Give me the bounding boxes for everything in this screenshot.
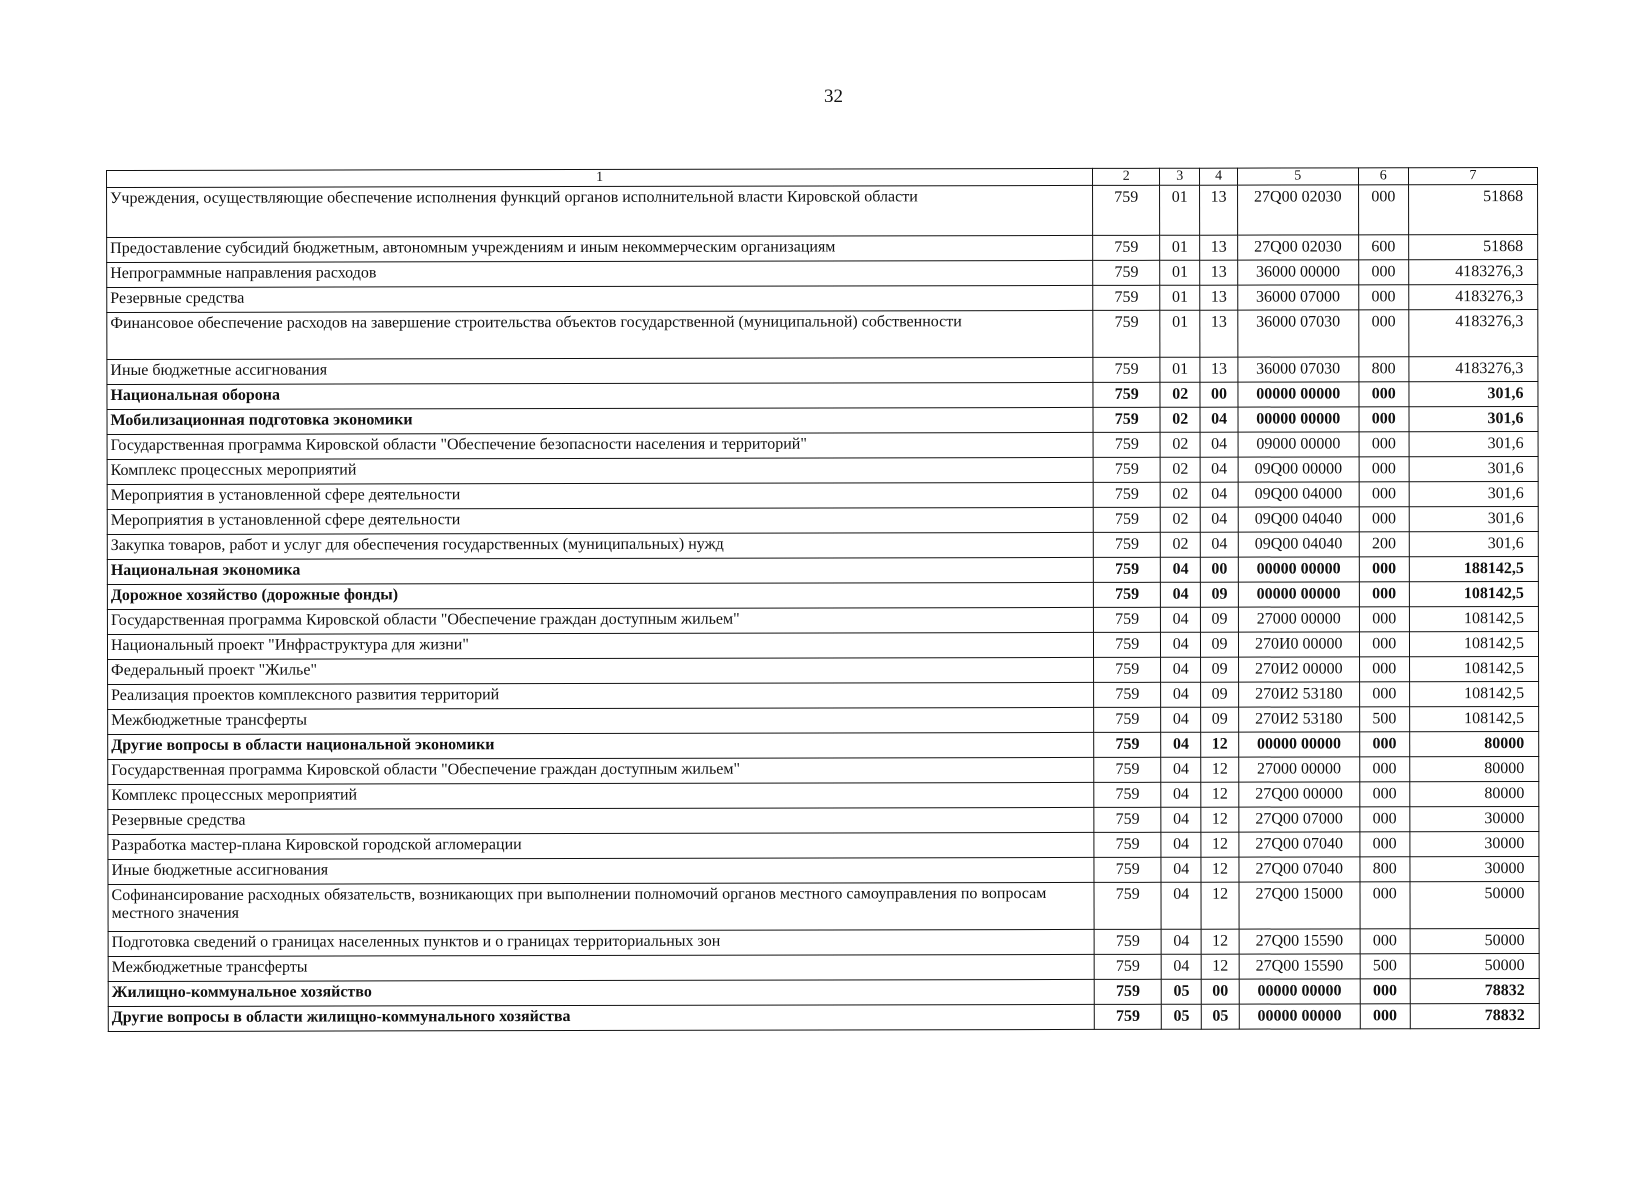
amount-cell: 50000 — [1410, 882, 1539, 929]
expense-type-cell: 000 — [1358, 310, 1408, 357]
subsection-code-cell: 00 — [1200, 382, 1238, 407]
admin-code-cell: 759 — [1093, 407, 1160, 432]
target-code-cell: 270И0 00000 — [1238, 632, 1359, 657]
admin-code-cell: 759 — [1094, 882, 1161, 929]
section-code-cell: 04 — [1161, 782, 1201, 807]
column-header-6: 6 — [1358, 168, 1408, 185]
section-code-cell: 04 — [1161, 632, 1201, 657]
row-name-cell: Разработка мастер-плана Кировской городской агломерации — [108, 833, 1094, 860]
amount-cell: 108142,5 — [1409, 632, 1538, 657]
section-code-cell: 01 — [1160, 357, 1200, 382]
row-name-cell: Непрограммные направления расходов — [107, 261, 1093, 288]
column-header-1: 1 — [107, 168, 1093, 187]
expense-type-cell: 000 — [1359, 407, 1409, 432]
column-header-2: 2 — [1093, 168, 1160, 185]
expense-type-cell: 000 — [1359, 557, 1409, 582]
admin-code-cell: 759 — [1094, 1004, 1161, 1029]
amount-cell: 4183276,3 — [1409, 357, 1538, 382]
table-row — [107, 285, 1538, 313]
row-name-cell: Жилищно-коммунальное хозяйство — [108, 980, 1094, 1007]
table-row — [107, 607, 1538, 635]
admin-code-cell: 759 — [1094, 707, 1161, 732]
target-code-cell: 36000 07000 — [1238, 285, 1359, 310]
subsection-code-cell: 09 — [1201, 582, 1239, 607]
table-row — [107, 507, 1538, 535]
section-code-cell: 02 — [1161, 532, 1201, 557]
amount-cell: 80000 — [1410, 757, 1539, 782]
subsection-code-cell: 09 — [1201, 657, 1239, 682]
section-code-cell: 04 — [1161, 732, 1201, 757]
amount-cell: 108142,5 — [1409, 657, 1538, 682]
subsection-code-cell: 13 — [1200, 310, 1238, 357]
section-code-cell: 02 — [1160, 407, 1200, 432]
admin-code-cell: 759 — [1094, 657, 1161, 682]
section-code-cell: 04 — [1161, 832, 1201, 857]
budget-table-body — [107, 185, 1540, 1032]
row-name-cell: Комплекс процессных мероприятий — [107, 458, 1093, 485]
amount-cell: 80000 — [1410, 732, 1539, 757]
row-name-cell: Софинансирование расходных обязательств, возникающих при выполнении полномочий органов местного самоуправления по вопросам местного значения — [108, 883, 1094, 932]
admin-code-cell: 759 — [1093, 357, 1160, 382]
row-name-cell: Иные бюджетные ассигнования — [108, 858, 1094, 885]
expense-type-cell: 000 — [1359, 757, 1409, 782]
table-row — [108, 1004, 1539, 1032]
admin-code-cell: 759 — [1094, 582, 1161, 607]
target-code-cell: 270И2 00000 — [1238, 657, 1359, 682]
section-code-cell: 02 — [1160, 457, 1200, 482]
amount-cell: 50000 — [1410, 929, 1539, 954]
target-code-cell: 00000 00000 — [1239, 732, 1360, 757]
subsection-code-cell: 09 — [1201, 632, 1239, 657]
admin-code-cell: 759 — [1094, 929, 1161, 954]
expense-type-cell: 000 — [1359, 782, 1409, 807]
section-code-cell: 04 — [1161, 757, 1201, 782]
row-name-cell: Мероприятия в установленной сфере деятельности — [107, 508, 1093, 535]
amount-cell: 4183276,3 — [1409, 310, 1538, 357]
row-name-cell: Финансовое обеспечение расходов на завершение строительства объектов государственной (муниципальной) собственности — [107, 311, 1093, 360]
row-name-cell: Государственная программа Кировской области "Обеспечение безопасности населения и территорий" — [107, 433, 1093, 460]
target-code-cell: 36000 00000 — [1238, 260, 1359, 285]
target-code-cell: 27Q00 02030 — [1238, 235, 1359, 260]
row-name-cell: Реализация проектов комплексного развития территорий — [108, 683, 1094, 710]
table-row — [108, 832, 1539, 860]
row-name-cell: Резервные средства — [108, 808, 1094, 835]
subsection-code-cell: 12 — [1201, 882, 1239, 929]
column-header-3: 3 — [1160, 168, 1200, 185]
subsection-code-cell: 12 — [1201, 954, 1239, 979]
row-name-cell: Иные бюджетные ассигнования — [107, 358, 1093, 385]
admin-code-cell: 759 — [1094, 682, 1161, 707]
admin-code-cell: 759 — [1094, 632, 1161, 657]
target-code-cell: 00000 00000 — [1238, 582, 1359, 607]
section-code-cell: 04 — [1161, 929, 1201, 954]
amount-cell: 30000 — [1410, 857, 1539, 882]
amount-cell: 301,6 — [1409, 507, 1538, 532]
table-row — [107, 632, 1538, 660]
admin-code-cell: 759 — [1093, 482, 1160, 507]
table-row — [108, 682, 1539, 710]
admin-code-cell: 759 — [1093, 532, 1160, 557]
admin-code-cell: 759 — [1093, 310, 1160, 357]
section-code-cell: 04 — [1161, 857, 1201, 882]
amount-cell: 50000 — [1410, 954, 1539, 979]
section-code-cell: 04 — [1161, 954, 1201, 979]
target-code-cell: 00000 00000 — [1238, 407, 1359, 432]
table-row — [108, 732, 1539, 760]
section-code-cell: 04 — [1161, 607, 1201, 632]
section-code-cell: 04 — [1161, 682, 1201, 707]
target-code-cell: 00000 00000 — [1239, 979, 1360, 1004]
expense-type-cell: 000 — [1359, 832, 1409, 857]
target-code-cell: 27Q00 15000 — [1239, 882, 1360, 929]
target-code-cell: 36000 07030 — [1238, 310, 1359, 357]
amount-cell: 301,6 — [1409, 432, 1538, 457]
target-code-cell: 270И2 53180 — [1239, 707, 1360, 732]
subsection-code-cell: 04 — [1200, 532, 1238, 557]
target-code-cell: 09000 00000 — [1238, 432, 1359, 457]
row-name-cell: Другие вопросы в области жилищно-коммунального хозяйства — [108, 1005, 1094, 1032]
amount-cell: 108142,5 — [1409, 682, 1538, 707]
table-row — [107, 432, 1538, 460]
target-code-cell: 27Q00 07000 — [1239, 807, 1360, 832]
table-row — [107, 582, 1538, 610]
target-code-cell: 27Q00 15590 — [1239, 954, 1360, 979]
amount-cell: 80000 — [1410, 782, 1539, 807]
row-name-cell: Закупка товаров, работ и услуг для обеспечения государственных (муниципальных) нужд — [107, 533, 1093, 560]
subsection-code-cell: 12 — [1201, 857, 1239, 882]
amount-cell: 301,6 — [1409, 482, 1538, 507]
expense-type-cell: 000 — [1360, 1004, 1410, 1029]
subsection-code-cell: 05 — [1201, 1004, 1239, 1029]
expense-type-cell: 500 — [1360, 954, 1410, 979]
amount-cell: 30000 — [1410, 832, 1539, 857]
admin-code-cell: 759 — [1093, 432, 1160, 457]
amount-cell: 108142,5 — [1409, 582, 1538, 607]
expense-type-cell: 000 — [1360, 929, 1410, 954]
admin-code-cell: 759 — [1094, 857, 1161, 882]
amount-cell: 30000 — [1410, 807, 1539, 832]
row-name-cell: Резервные средства — [107, 286, 1093, 313]
admin-code-cell: 759 — [1093, 185, 1160, 235]
target-code-cell: 27000 00000 — [1239, 757, 1360, 782]
subsection-code-cell: 12 — [1201, 929, 1239, 954]
table-row — [107, 235, 1538, 263]
subsection-code-cell: 13 — [1200, 185, 1238, 235]
target-code-cell: 270И2 53180 — [1239, 682, 1360, 707]
subsection-code-cell: 13 — [1200, 235, 1238, 260]
section-code-cell: 04 — [1161, 557, 1201, 582]
row-name-cell: Национальный проект "Инфраструктура для жизни" — [107, 633, 1093, 660]
table-row — [108, 857, 1539, 885]
expense-type-cell: 000 — [1359, 582, 1409, 607]
subsection-code-cell: 12 — [1201, 757, 1239, 782]
page-number: 32 — [824, 86, 843, 107]
admin-code-cell: 759 — [1094, 954, 1161, 979]
target-code-cell: 27Q00 07040 — [1239, 857, 1360, 882]
row-name-cell: Национальная оборона — [107, 383, 1093, 410]
table-row — [107, 557, 1538, 585]
admin-code-cell: 759 — [1093, 260, 1160, 285]
subsection-code-cell: 09 — [1201, 607, 1239, 632]
amount-cell: 301,6 — [1409, 382, 1538, 407]
amount-cell: 108142,5 — [1410, 707, 1539, 732]
section-code-cell: 05 — [1162, 979, 1202, 1004]
subsection-code-cell: 00 — [1200, 557, 1238, 582]
subsection-code-cell: 13 — [1200, 260, 1238, 285]
subsection-code-cell: 04 — [1200, 482, 1238, 507]
section-code-cell: 02 — [1161, 507, 1201, 532]
admin-code-cell: 759 — [1094, 607, 1161, 632]
column-header-5: 5 — [1237, 168, 1358, 185]
amount-cell: 301,6 — [1409, 532, 1538, 557]
subsection-code-cell: 04 — [1200, 432, 1238, 457]
amount-cell: 51868 — [1409, 235, 1538, 260]
table-row — [108, 954, 1539, 982]
target-code-cell: 00000 00000 — [1239, 1004, 1360, 1029]
expense-type-cell: 000 — [1358, 185, 1408, 235]
row-name-cell: Дорожное хозяйство (дорожные фонды) — [107, 583, 1093, 610]
subsection-code-cell: 12 — [1201, 832, 1239, 857]
section-code-cell: 02 — [1160, 382, 1200, 407]
column-header-7: 7 — [1408, 168, 1537, 185]
expense-type-cell: 800 — [1358, 357, 1408, 382]
subsection-code-cell: 09 — [1201, 707, 1239, 732]
amount-cell: 301,6 — [1409, 457, 1538, 482]
section-code-cell: 04 — [1161, 882, 1201, 929]
section-code-cell: 02 — [1160, 482, 1200, 507]
section-code-cell: 04 — [1161, 707, 1201, 732]
target-code-cell: 00000 00000 — [1238, 382, 1359, 407]
expense-type-cell: 800 — [1360, 857, 1410, 882]
admin-code-cell: 759 — [1093, 507, 1160, 532]
admin-code-cell: 759 — [1093, 235, 1160, 260]
admin-code-cell: 759 — [1094, 807, 1161, 832]
expense-type-cell: 000 — [1359, 807, 1409, 832]
target-code-cell: 27Q00 02030 — [1237, 185, 1358, 235]
expense-type-cell: 000 — [1359, 507, 1409, 532]
admin-code-cell: 759 — [1094, 757, 1161, 782]
section-code-cell: 02 — [1160, 432, 1200, 457]
target-code-cell: 36000 07030 — [1238, 357, 1359, 382]
expense-type-cell: 000 — [1359, 432, 1409, 457]
subsection-code-cell: 12 — [1201, 807, 1239, 832]
table-row — [108, 807, 1539, 835]
column-header-4: 4 — [1200, 168, 1238, 185]
table-row — [107, 457, 1538, 485]
expense-type-cell: 000 — [1360, 979, 1410, 1004]
row-name-cell: Предоставление субсидий бюджетным, автономным учреждениям и иным некоммерческим организациям — [107, 236, 1093, 263]
section-code-cell: 04 — [1161, 807, 1201, 832]
target-code-cell: 09Q00 00000 — [1238, 457, 1359, 482]
expense-type-cell: 000 — [1359, 632, 1409, 657]
expense-type-cell: 000 — [1359, 657, 1409, 682]
budget-table — [106, 167, 1540, 1032]
expense-type-cell: 000 — [1358, 285, 1408, 310]
target-code-cell: 27Q00 15590 — [1239, 929, 1360, 954]
expense-type-cell: 000 — [1359, 607, 1409, 632]
expense-type-cell: 600 — [1358, 235, 1408, 260]
row-name-cell: Государственная программа Кировской области "Обеспечение граждан доступным жильем" — [107, 608, 1093, 635]
target-code-cell: 00000 00000 — [1238, 557, 1359, 582]
amount-cell: 301,6 — [1409, 407, 1538, 432]
amount-cell: 78832 — [1410, 1004, 1539, 1029]
expense-type-cell: 000 — [1359, 382, 1409, 407]
row-name-cell: Учреждения, осуществляющие обеспечение исполнения функций органов исполнительной власти Кировской области — [107, 186, 1093, 238]
table-row — [108, 882, 1539, 932]
admin-code-cell: 759 — [1094, 732, 1161, 757]
row-name-cell: Национальная экономика — [107, 558, 1093, 585]
section-code-cell: 01 — [1160, 285, 1200, 310]
table-row — [107, 260, 1538, 288]
table-row — [108, 657, 1539, 685]
admin-code-cell: 759 — [1093, 457, 1160, 482]
expense-type-cell: 000 — [1359, 732, 1409, 757]
table-row — [107, 532, 1538, 560]
target-code-cell: 09Q00 04040 — [1238, 507, 1359, 532]
table-row — [108, 707, 1539, 735]
table-row — [107, 357, 1538, 385]
target-code-cell: 27Q00 07040 — [1239, 832, 1360, 857]
table-row — [107, 185, 1538, 238]
row-name-cell: Государственная программа Кировской области "Обеспечение граждан доступным жильем" — [108, 758, 1094, 785]
amount-cell: 188142,5 — [1409, 557, 1538, 582]
subsection-code-cell: 09 — [1201, 682, 1239, 707]
section-code-cell: 01 — [1160, 185, 1200, 235]
expense-type-cell: 200 — [1359, 532, 1409, 557]
target-code-cell: 27000 00000 — [1238, 607, 1359, 632]
subsection-code-cell: 12 — [1201, 732, 1239, 757]
row-name-cell: Комплекс процессных мероприятий — [108, 783, 1094, 810]
target-code-cell: 09Q00 04040 — [1238, 532, 1359, 557]
expense-type-cell: 000 — [1360, 882, 1410, 929]
amount-cell: 108142,5 — [1409, 607, 1538, 632]
table-row — [107, 382, 1538, 410]
target-code-cell: 09Q00 04000 — [1238, 482, 1359, 507]
subsection-code-cell: 13 — [1200, 357, 1238, 382]
admin-code-cell: 759 — [1093, 382, 1160, 407]
subsection-code-cell: 12 — [1201, 782, 1239, 807]
table-row — [108, 782, 1539, 810]
section-code-cell: 01 — [1160, 260, 1200, 285]
subsection-code-cell: 04 — [1200, 407, 1238, 432]
row-name-cell: Мобилизационная подготовка экономики — [107, 408, 1093, 435]
admin-code-cell: 759 — [1094, 832, 1161, 857]
table-row — [107, 482, 1538, 510]
table-row — [107, 310, 1538, 360]
amount-cell: 4183276,3 — [1409, 260, 1538, 285]
expense-type-cell: 000 — [1359, 682, 1409, 707]
subsection-code-cell: 04 — [1200, 507, 1238, 532]
amount-cell: 4183276,3 — [1409, 285, 1538, 310]
table-row — [108, 929, 1539, 957]
admin-code-cell: 759 — [1094, 782, 1161, 807]
subsection-code-cell: 13 — [1200, 285, 1238, 310]
target-code-cell: 27Q00 00000 — [1239, 782, 1360, 807]
section-code-cell: 01 — [1160, 310, 1200, 357]
table-row — [108, 979, 1539, 1007]
expense-type-cell: 000 — [1359, 457, 1409, 482]
table-row — [107, 407, 1538, 435]
row-name-cell: Межбюджетные трансферты — [108, 708, 1094, 735]
section-code-cell: 04 — [1161, 657, 1201, 682]
row-name-cell: Мероприятия в установленной сфере деятельности — [107, 483, 1093, 510]
row-name-cell: Федеральный проект "Жилье" — [108, 658, 1094, 685]
row-name-cell: Другие вопросы в области национальной экономики — [108, 733, 1094, 760]
row-name-cell: Межбюджетные трансферты — [108, 955, 1094, 982]
admin-code-cell: 759 — [1093, 285, 1160, 310]
admin-code-cell: 759 — [1094, 979, 1161, 1004]
row-name-cell: Подготовка сведений о границах населенных пунктов и о границах территориальных зон — [108, 930, 1094, 957]
expense-type-cell: 500 — [1359, 707, 1409, 732]
subsection-code-cell: 04 — [1200, 457, 1238, 482]
section-code-cell: 05 — [1162, 1004, 1202, 1029]
amount-cell: 78832 — [1410, 979, 1539, 1004]
table-row — [108, 757, 1539, 785]
expense-type-cell: 000 — [1359, 482, 1409, 507]
section-code-cell: 01 — [1160, 235, 1200, 260]
expense-type-cell: 000 — [1358, 260, 1408, 285]
admin-code-cell: 759 — [1093, 557, 1160, 582]
section-code-cell: 04 — [1161, 582, 1201, 607]
subsection-code-cell: 00 — [1201, 979, 1239, 1004]
amount-cell: 51868 — [1408, 185, 1537, 235]
